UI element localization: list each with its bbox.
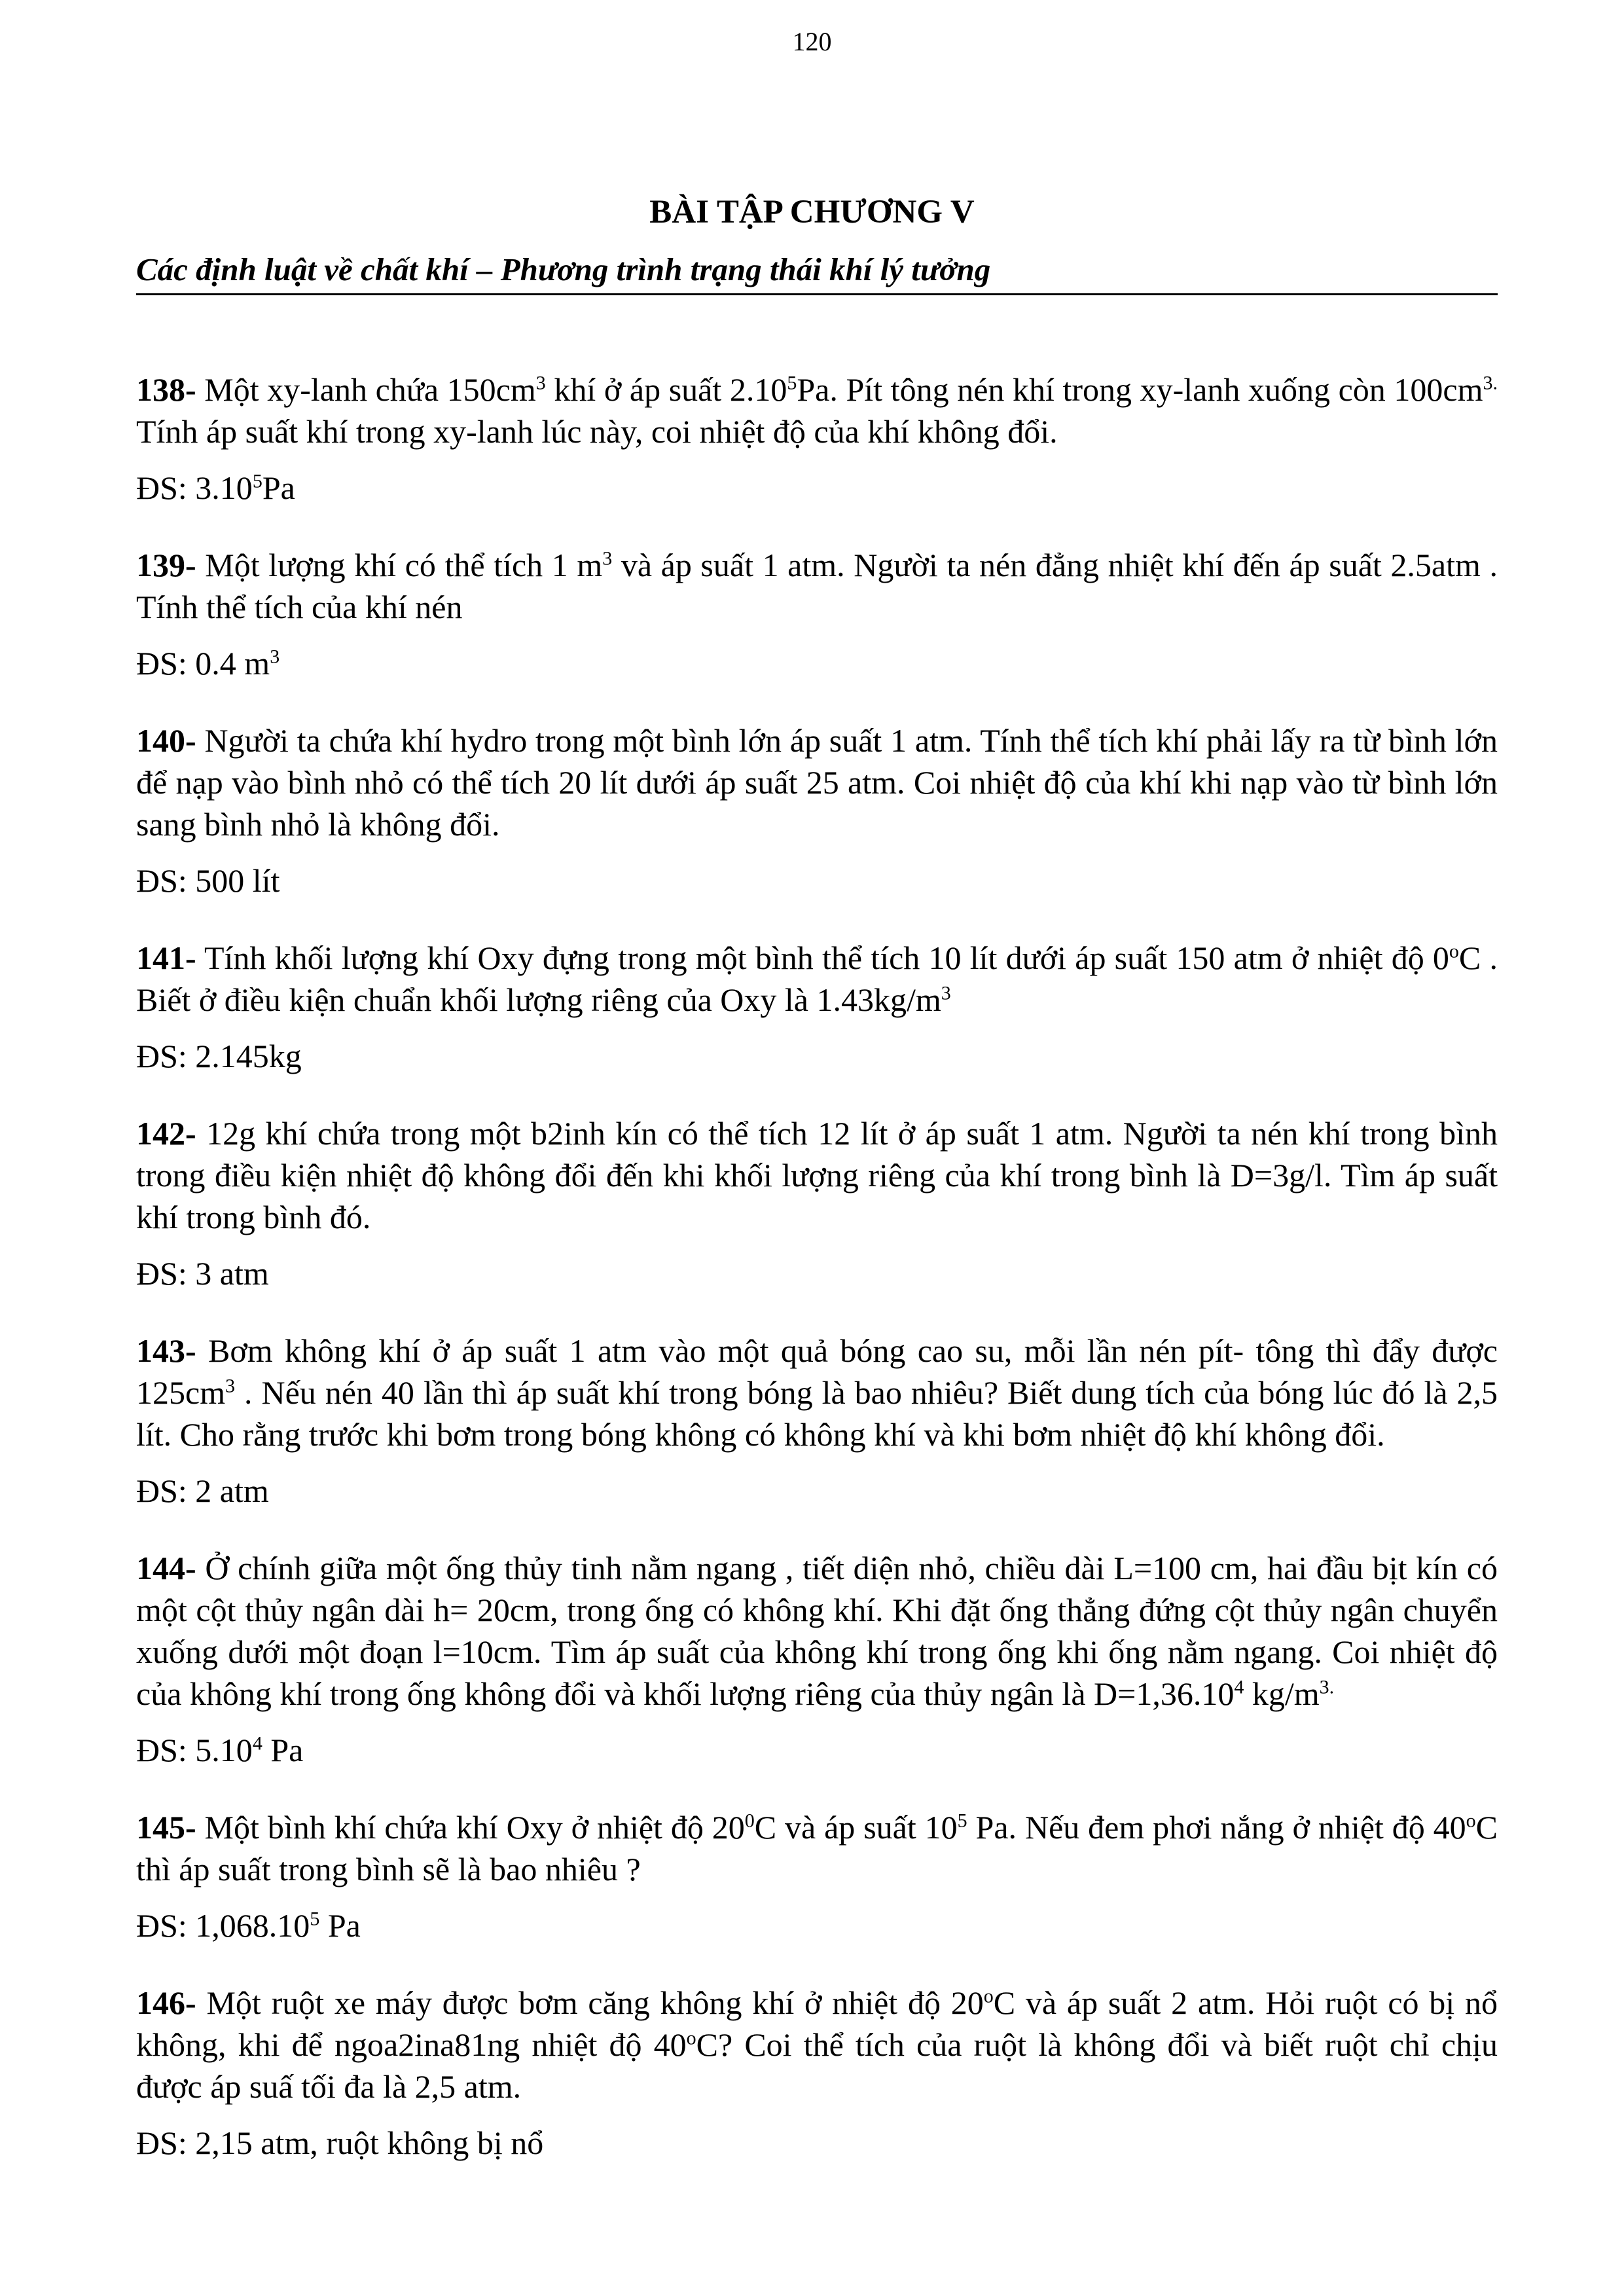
question-number: 142- xyxy=(136,1115,196,1152)
question-143: 143- Bơm không khí ở áp suất 1 atm vào một quả bóng cao su, mỗi lần nén pít- tông thì đẩy được $125cm^3$ . Nếu nén 40 lần thì áp suất khí trong bóng là bao nhiêu? Biết dung tích của bóng lúc đó là 2,5 lít. Cho rằng trước khi bơm trong bóng không có không khí và khi bơm nhiệt độ khí không đổi. xyxy=(136,1332,1498,1453)
answer-142: ĐS: 3 atm xyxy=(136,1255,269,1292)
exercise-144 xyxy=(136,1547,1498,1771)
question-144: 144- Ở chính giữa một ống thủy tinh nằm ngang , tiết diện nhỏ, chiều dài L=100 cm, hai đầu bịt kín có một cột thủy ngân dài h= 20cm, trong ống có không khí. Khi đặt ống thẳng đứng cột thủy ngân chuyển xuống dưới một đoạn l=10cm. Tìm áp suất của không khí trong ống khi ống nằm ngang. Coi nhiệt độ của không khí trong ống không đổi và khối lượng riêng của thủy ngân là $D=1,36.10^4$ $kg/m^{3.}$ xyxy=(136,1550,1498,1712)
question-number: 145- xyxy=(136,1809,196,1846)
page-number: 120 xyxy=(792,27,832,56)
chapter-subtitle: Các định luật về chất khí – Phương trình trạng thái khí lý tưởng xyxy=(136,251,1498,295)
question-145: 145- Một bình khí chứa khí Oxy ở nhiệt độ $20^0C$ và áp suất $10^5$ Pa. Nếu đem phơi nắng ở nhiệt độ 40$^o$C thì áp suất trong bình sẽ là bao nhiêu ? xyxy=(136,1809,1498,1887)
question-number: 146- xyxy=(136,1984,196,2021)
question-number: 144- xyxy=(136,1550,196,1586)
exercise-145 xyxy=(136,1806,1498,1946)
question-number: 141- xyxy=(136,939,196,976)
question-number: 143- xyxy=(136,1332,196,1369)
answer-145: ĐS: 1,068.10$^5$ Pa xyxy=(136,1907,361,1944)
exercise-138 xyxy=(136,369,1498,509)
question-142: 142- 12g khí chứa trong một b2inh kín có thể tích 12 lít ở áp suất 1 atm. Người ta nén khí trong bình trong điều kiện nhiệt độ không đổi đến khi khối lượng riêng của khí trong bình là D=3g/l. Tìm áp suất khí trong bình đó. xyxy=(136,1115,1498,1235)
exercise-141 xyxy=(136,937,1498,1077)
exercise-143 xyxy=(136,1330,1498,1512)
answer-143: ĐS: 2 atm xyxy=(136,1472,269,1509)
exercise-146 xyxy=(136,1982,1498,2164)
answer-139: ĐS: 0.4 $m^3$ xyxy=(136,645,280,682)
answer-144: ĐS: 5.10$^4$ Pa xyxy=(136,1732,304,1768)
question-number: 139- xyxy=(136,547,196,583)
answer-140: ĐS: 500 lít xyxy=(136,862,280,899)
answer-141: ĐS: 2.145kg xyxy=(136,1038,302,1074)
question-138: 138- Một xy-lanh chứa $150cm^3$ khí ở áp suất 2.10$^5$Pa. Pít tông nén khí trong xy-lanh xuống còn $100cm^{3.}$ Tính áp suất khí trong xy-lanh lúc này, coi nhiệt độ của khí không đổi. xyxy=(136,371,1498,450)
exercise-list xyxy=(136,369,1498,2199)
exercise-139 xyxy=(136,544,1498,684)
chapter-title: BÀI TẬP CHƯƠNG V xyxy=(649,194,975,230)
question-139: 139- Một lượng khí có thể tích 1 $m^3$ và áp suất 1 atm. Người ta nén đẳng nhiệt khí đến áp suất 2.5atm . Tính thể tích của khí nén xyxy=(136,547,1498,625)
question-141: 141- Tính khối lượng khí Oxy đựng trong một bình thể tích 10 lít dưới áp suất 150 atm ở nhiệt độ 0$^o$C . Biết ở điều kiện chuẩn khối lượng riêng của Oxy là $1.43kg/m^3$ xyxy=(136,939,1498,1018)
answer-146: ĐS: 2,15 atm, ruột không bị nổ xyxy=(136,2124,544,2161)
question-number: 140- xyxy=(136,722,196,759)
question-number: 138- xyxy=(136,371,196,408)
question-146: 146- Một ruột xe máy được bơm căng không khí ở nhiệt độ 20$^o$C và áp suất 2 atm. Hỏi ruột có bị nổ không, khi để ngoa2ina81ng nhiệt độ 40$^o$C? Coi thể tích của ruột là không đổi và biết ruột chỉ chịu được áp suấ tối đa là 2,5 atm. xyxy=(136,1984,1498,2105)
exercise-142 xyxy=(136,1112,1498,1294)
answer-138: ĐS: 3.10$^5$Pa xyxy=(136,469,295,506)
exercise-140 xyxy=(136,720,1498,902)
question-140: 140- Người ta chứa khí hydro trong một bình lớn áp suất 1 atm. Tính thể tích khí phải lấy ra từ bình lớn để nạp vào bình nhỏ có thể tích 20 lít dưới áp suất 25 atm. Coi nhiệt độ của khí khi nạp vào từ bình lớn sang bình nhỏ là không đổi. xyxy=(136,722,1498,843)
